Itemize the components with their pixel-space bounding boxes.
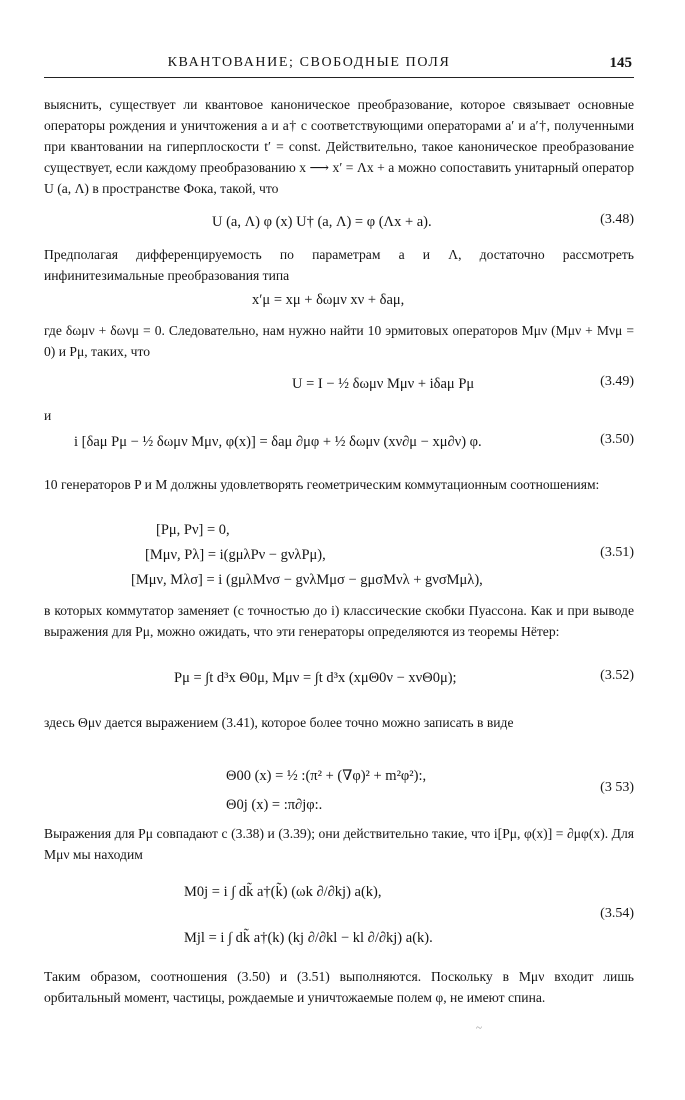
equation-number-3-51: (3.51) (600, 545, 634, 560)
equation-3-54-line-2: Mjl = i ∫ dk̃ a†(k) (kj ∂/∂kl − kl ∂/∂kj) a(k). (184, 930, 433, 946)
paragraph-2: Предполагая дифференцируемость по параметрам a и Λ, достаточно рассмотреть инфинитезимальные преобразования типа (44, 247, 634, 283)
equation-3-51-line-3: [Mμν, Mλσ] = i (gμλMνσ − gνλMμσ − gμσMνλ + gνσMμλ), (131, 572, 483, 588)
page-number: 145 (609, 55, 632, 71)
equation-3-51-line-2: [Mμν, Pλ] = i(gμλPν − gνλPμ), (145, 547, 326, 563)
equation-number-3-52: (3.52) (600, 668, 634, 683)
paragraph-6: здесь Θμν дается выражением (3.41), которое более точно можно записать в виде (44, 715, 514, 730)
header-rule (44, 77, 634, 78)
paragraph-5: в которых коммутатор заменяет (с точностью до i) классические скобки Пуассона. Как и при выводе выражения для Pμ, можно ожидать, что эти генераторы определяются из теоремы Нётер: (44, 603, 634, 639)
equation-number-3-54: (3.54) (600, 906, 634, 921)
paragraph-8: Таким образом, соотношения (3.50) и (3.51) выполняются. Поскольку в Mμν входит лишь орбитальный момент, частицы, рождаемые и уничтожаемые полем φ, не имеют спина. (44, 969, 634, 1005)
equation-3-53-line-2: Θ0j (x) = :π∂jφ:. (226, 797, 323, 813)
equation-3-50: i [δaμ Pμ − ½ δωμν Mμν, φ(x)] = δaμ ∂μφ + ½ δωμν (xν∂μ − xμ∂ν) φ. (74, 434, 482, 450)
page-header (44, 55, 634, 77)
equation-3-54-line-1: M0j = i ∫ dk̃ a†(k̃) (ωk ∂/∂kj) a(k), (184, 884, 382, 900)
paragraph-3: где δωμν + δωνμ = 0. Следовательно, нам нужно найти 10 эрмитовых операторов Mμν (Mμν + Mνμ = 0) и Pμ, таких, что (44, 323, 634, 359)
equation-3-51-line-1: [Pμ, Pν] = 0, (156, 522, 230, 538)
paragraph-and: и (44, 408, 52, 423)
equation-infinitesimal: x′μ = xμ + δωμν xν + δaμ, (252, 292, 405, 308)
equation-3-49: U = I − ½ δωμν Mμν + iδaμ Pμ (292, 376, 475, 392)
equation-number-3-53: (3 53) (600, 780, 634, 795)
paragraph-7: Выражения для Pμ совпадают с (3.38) и (3.39); они действительно такие, что i[Pμ, φ(x)] = ∂μφ(x). Для Mμν мы находим (44, 826, 634, 862)
paragraph-1: выяснить, существует ли квантовое каноническое преобразование, которое связывает основные операторы рождения и уничтожения a и a† с соответствующими операторами a′ и a′†, полученными при квантовании на гиперплоскости t′ = const. Действительно, такое каноническое преобразование существует, если каждому преобразованию x ⟶ x′ = Λx + a можно сопоставить унитарный оператор U (a, Λ) в пространстве Фока, такой, что (44, 97, 634, 196)
equation-number-3-48: (3.48) (600, 212, 634, 227)
paragraph-4: 10 генераторов P и M должны удовлетворять геометрическим коммутационным соотношениям: (44, 477, 600, 492)
equation-3-52: Pμ = ∫t d³x Θ0μ, Mμν = ∫t d³x (xμΘ0ν − xνΘ0μ); (174, 670, 457, 686)
equation-3-48: U (a, Λ) φ (x) U† (a, Λ) = φ (Λx + a). (212, 214, 432, 230)
page-smudge: ~ (476, 1022, 482, 1034)
equation-3-53-line-1: Θ00 (x) = ½ :(π² + (∇φ)² + m²φ²):, (226, 768, 427, 784)
equation-number-3-49: (3.49) (600, 374, 634, 389)
running-title: КВАНТОВАНИЕ; СВОБОДНЫЕ ПОЛЯ (167, 55, 451, 70)
equation-number-3-50: (3.50) (600, 432, 634, 447)
